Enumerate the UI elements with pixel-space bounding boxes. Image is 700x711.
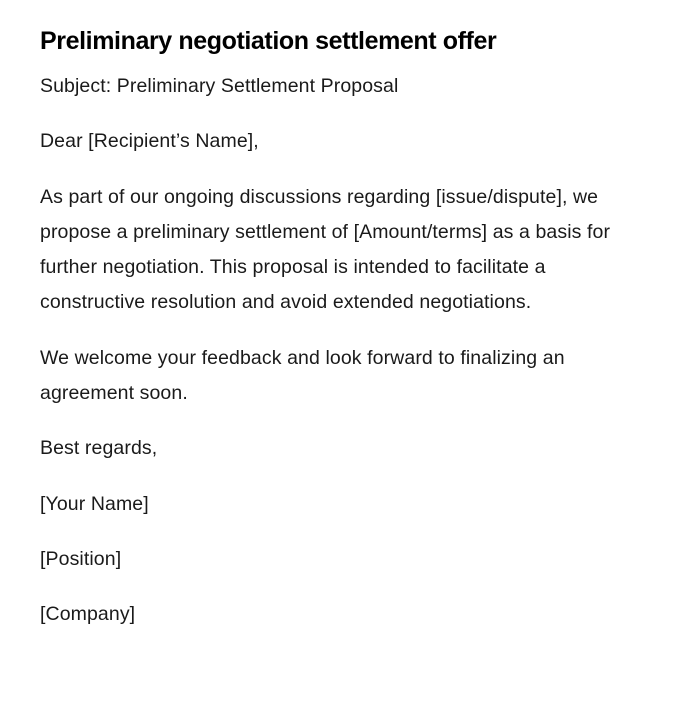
greeting: Dear [Recipient’s Name], <box>40 130 259 153</box>
signature-name: [Your Name] <box>40 492 149 515</box>
body-paragraph-2: We welcome your feedback and look forward to finalizing an agreement soon. <box>40 346 565 405</box>
subject-line: Subject: Preliminary Settlement Proposal <box>40 75 399 97</box>
signature-company: [Company] <box>40 603 136 626</box>
document-title: Preliminary negotiation settlement offer <box>40 27 497 55</box>
body-paragraph-1: As part of our ongoing discussions regarding [issue/dispute], we propose a preliminary settlement of [Amount/terms] as a basis for further negotiation. This proposal is intended to facilitate a constructive resolution and avoid extended negotiations. <box>40 185 611 314</box>
closing: Best regards, <box>40 437 158 460</box>
document <box>40 22 640 633</box>
signature-position: [Position] <box>40 547 122 570</box>
